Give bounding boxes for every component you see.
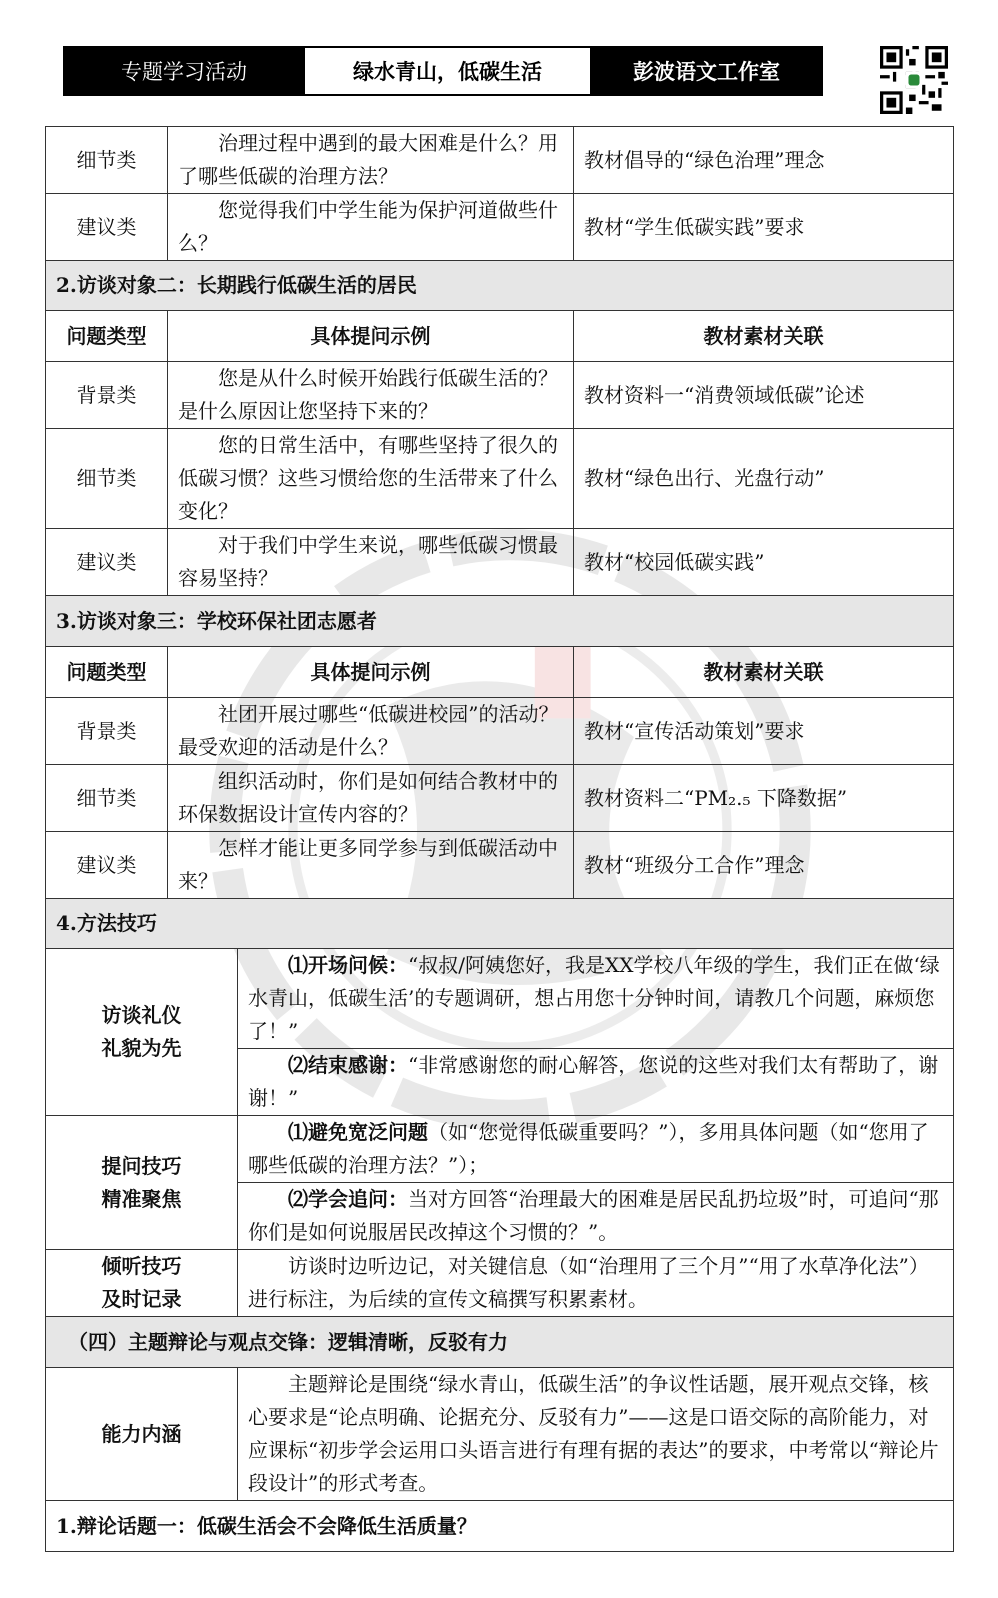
qr-code-icon[interactable] [880,46,948,114]
material-link: 教材“学生低碳实践”要求 [574,194,954,261]
table-row [46,362,954,429]
section-title: 4.方法技巧 [46,899,954,949]
question-example: 社团开展过哪些“低碳进校园”的活动？最受欢迎的活动是什么？ [168,698,574,765]
table-row [46,765,954,832]
header-right: 彭波语文工作室 [592,48,821,94]
question-type: 背景类 [46,698,168,765]
method-label-line: 精准聚焦 [101,1186,182,1211]
question-example: 您觉得我们中学生能为保护河道做些什么？ [168,194,574,261]
method-label-line: 提问技巧 [101,1153,182,1178]
material-link: 教材资料二“PM₂.₅ 下降数据” [574,765,954,832]
method-item [238,1049,954,1116]
material-link: 教材“班级分工合作”理念 [574,832,954,899]
table-header-row [46,311,954,362]
table-row [46,529,954,596]
method-item-text: 访谈时边听边记，对关键信息（如“治理用了三个月”“用了水草净化法”）进行标注，为后续的宣传文稿撰写积累素材。 [238,1250,954,1317]
column-header: 问题类型 [46,311,168,362]
ability-row [46,1368,954,1501]
method-label [46,1116,238,1250]
header-left: 专题学习活动 [65,48,303,94]
question-example: 对于我们中学生来说，哪些低碳习惯最容易坚持？ [168,529,574,596]
method-row [46,1116,954,1183]
question-type: 建议类 [46,529,168,596]
section-heading [46,261,954,311]
column-header: 问题类型 [46,647,168,698]
header-center: 绿水青山，低碳生活 [303,48,592,94]
column-header: 教材素材关联 [574,647,954,698]
method-item-label: ⑴开场问候： [288,953,408,977]
question-example: 您是从什么时候开始践行低碳生活的？是什么原因让您坚持下来的？ [168,362,574,429]
table-row [46,832,954,899]
section-heading [46,596,954,647]
method-item-label: ⑴避免宽泛问题 [288,1120,428,1144]
page-header [63,46,823,96]
method-item-text: “非常感谢您的耐心解答，您说的这些对我们太有帮助了，谢谢！” [248,1053,939,1110]
material-link: 教材倡导的“绿色治理”理念 [574,127,954,194]
table-row [46,127,954,194]
table-row [46,429,954,529]
method-label-line: 礼貌为先 [101,1036,182,1060]
method-row [46,949,954,1049]
method-label-line: 访谈礼仪 [101,1003,182,1027]
table-row [46,194,954,261]
section-title: 1.辩论话题一：低碳生活会不会降低生活质量？ [46,1501,954,1552]
method-item-text: （如“您觉得低碳重要吗？”），多用具体问题（如“您用了哪些低碳的治理方法？”）； [248,1120,929,1177]
material-link: 教材资料一“消费领域低碳”论述 [574,362,954,429]
material-link: 教材“绿色出行、光盘行动” [574,429,954,529]
question-example: 组织活动时，你们是如何结合教材中的环保数据设计宣传内容的？ [168,765,574,832]
method-label [46,1250,238,1317]
section-heading [46,1317,954,1368]
question-example: 您的日常生活中，有哪些坚持了很久的低碳习惯？这些习惯给您的生活带来了什么变化？ [168,429,574,529]
question-type: 细节类 [46,765,168,832]
section-heading [46,1501,954,1552]
column-header: 具体提问示例 [168,311,574,362]
method-label-line: 及时记录 [101,1287,182,1311]
section-title: 2.访谈对象二：长期践行低碳生活的居民 [46,261,954,311]
method-item [238,1183,954,1250]
section-title: （四）主题辩论与观点交锋：逻辑清晰，反驳有力 [46,1317,954,1368]
method-item [238,949,954,1049]
content-table [45,126,954,1552]
ability-label: 能力内涵 [46,1368,238,1501]
question-example: 治理过程中遇到的最大困难是什么？用了哪些低碳的治理方法？ [168,127,574,194]
table-row [46,698,954,765]
section-title: 3.访谈对象三：学校环保社团志愿者 [46,596,954,647]
ability-text: 主题辩论是围绕“绿水青山，低碳生活”的争议性话题，展开观点交锋，核心要求是“论点明确、论据充分、反驳有力”——这是口语交际的高阶能力，对应课标“初步学会运用口头语言进行有理有据的表达”的要求，中考常以“辩论片段设计”的形式考查。 [238,1368,954,1501]
question-type: 细节类 [46,127,168,194]
method-item-label: ⑵学会追问： [288,1187,408,1211]
material-link: 教材“校园低碳实践” [574,529,954,596]
method-item-label: ⑵结束感谢： [288,1053,408,1077]
method-row [46,1250,954,1317]
method-item [238,1116,954,1183]
question-type: 背景类 [46,362,168,429]
column-header: 具体提问示例 [168,647,574,698]
question-type: 建议类 [46,194,168,261]
table-header-row [46,647,954,698]
method-item-text: 当对方回答“治理最大的困难是居民乱扔垃圾”时，可追问“那你们是如何说服居民改掉这个习惯的？”。 [248,1187,939,1244]
question-example: 怎样才能让更多同学参与到低碳活动中来？ [168,832,574,899]
section-heading [46,899,954,949]
material-link: 教材“宣传活动策划”要求 [574,698,954,765]
column-header: 教材素材关联 [574,311,954,362]
question-type: 细节类 [46,429,168,529]
question-type: 建议类 [46,832,168,899]
method-label [46,949,238,1116]
method-item-text: “叔叔/阿姨您好，我是XX学校八年级的学生，我们正在做‘绿水青山，低碳生活’的专题调研，想占用您十分钟时间，请教几个问题，麻烦您了！” [248,953,940,1043]
method-label-line: 倾听技巧 [101,1254,182,1278]
